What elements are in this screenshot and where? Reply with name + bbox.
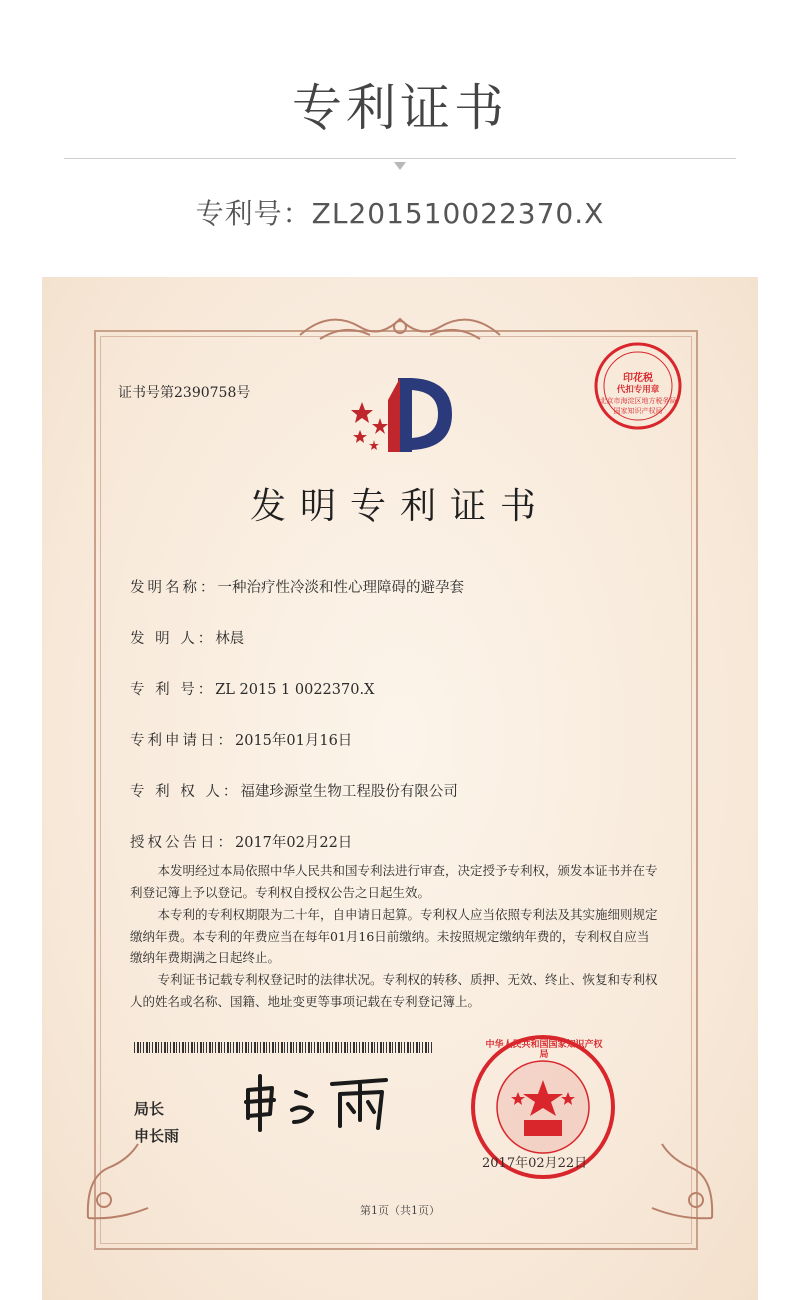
field-label: 专利申请日： (130, 733, 235, 749)
legal-paragraph-2: 本专利的专利权期限为二十年，自申请日起算。专利权人应当依照专利法及其实施细则规定缴纳年费。本专利的年费应当在每年01月16日前缴纳。未按照规定缴纳年费的，专利权自应当缴纳年费期满之日起终止。 (130, 907, 658, 965)
certificate-title: 发明专利证书 (249, 486, 550, 527)
patent-office-logo (340, 370, 460, 460)
legal-paragraph-1: 本发明经过本局依照中华人民共和国专利法进行审查，决定授予专利权，颁发本证书并在专利登记簿上予以登记。专利权自授权公告之日起生效。 (130, 863, 658, 900)
field-inventor (130, 627, 244, 648)
field-label: 发明名称： (130, 580, 218, 596)
seal-text: 中华人民共和国国家知识产权局 (485, 1040, 603, 1060)
divider-arrow-icon (394, 162, 406, 170)
tax-stamp-bottom-text: 国家知识产权局 (613, 407, 663, 415)
field-value: 福建珍源堂生物工程股份有限公司 (240, 784, 458, 800)
field-invention-name (130, 576, 464, 597)
page-title: 专利证书 (292, 79, 508, 137)
top-ornament-icon (290, 305, 510, 349)
field-label: 专 利 号： (130, 682, 216, 698)
field-value: 一种治疗性冷淡和性心理障碍的避孕套 (217, 580, 464, 596)
field-patent-number (130, 678, 374, 699)
field-value: 林晨 (215, 631, 245, 647)
field-label: 专 利 权 人： (130, 784, 241, 800)
tax-stamp-line2: 代扣专用章 (616, 385, 660, 395)
tax-stamp-line1: 印花税 (623, 373, 653, 384)
header-divider (64, 158, 736, 159)
signatory-role: 局长 (134, 1100, 165, 1118)
handwritten-signature (236, 1070, 406, 1134)
field-value: ZL 2015 1 0022370.X (215, 682, 375, 698)
seal-date: 2017年02月22日 (482, 1156, 588, 1171)
certificate-number: 证书号第2390758号 (118, 385, 251, 401)
field-filing-date (130, 729, 352, 750)
barcode (134, 1042, 434, 1053)
legal-paragraph-3: 专利证书记载专利权登记时的法律状况。专利权的转移、质押、无效、终止、恢复和专利权人的姓名或名称、国籍、地址变更等事项记载在专利登记簿上。 (130, 972, 658, 1009)
page-indicator: 第1页（共1页） (360, 1204, 440, 1217)
tax-stamp-outer-text: 北京市海淀区地方税务局 (599, 397, 677, 405)
patent-number-caption: 专利号：ZL201510022370.X (195, 197, 605, 230)
field-patentee (130, 780, 458, 801)
field-value: 2017年02月22日 (235, 835, 353, 851)
field-label: 授权公告日： (130, 835, 235, 851)
field-value: 2015年01月16日 (235, 733, 353, 749)
signatory-name: 申长雨 (134, 1127, 180, 1145)
field-grant-date (130, 831, 352, 852)
field-label: 发 明 人： (130, 631, 216, 647)
